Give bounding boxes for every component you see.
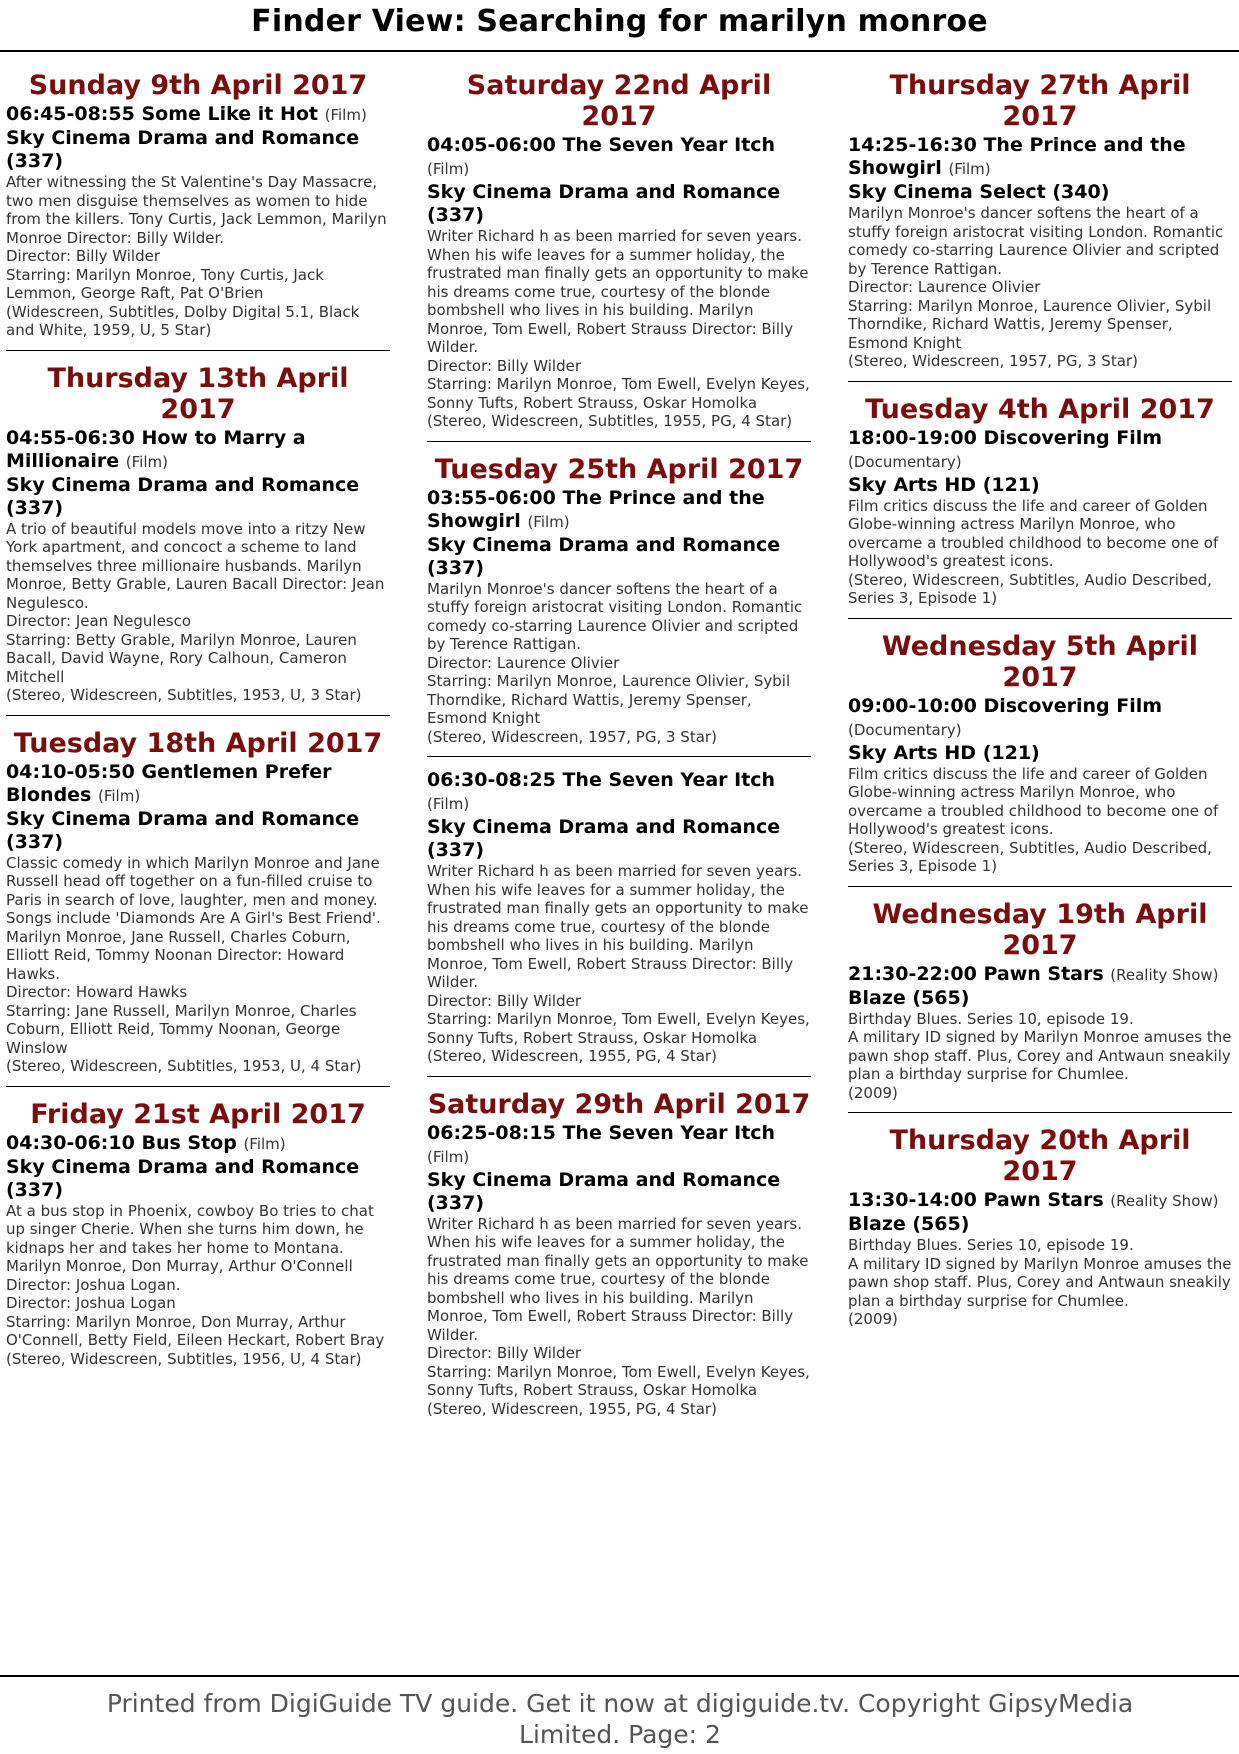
programme-description: Film critics discuss the life and career of Golden Globe-winning actress Marilyn Monroe, who overcame a troubled childhood to become one of Hollywood's greatest icons. (Stereo, Widescreen, Subtitles, Audio Described, Series 3, Episode 1)	[848, 496, 1219, 607]
channel-name: Blaze (565)	[848, 1213, 970, 1235]
programme-time-title: 04:55-06:30 How to Marry a Millionaire	[6, 426, 306, 472]
programme-entry	[427, 1122, 811, 1419]
column-1	[6, 70, 390, 1380]
programme-time-title: 03:55-06:00 The Prince and the Showgirl	[427, 486, 765, 532]
channel-name: Sky Cinema Drama and Romance (337)	[427, 533, 781, 579]
programme-description: Writer Richard h as been married for seven years. When his wife leaves for a summer holiday, the frustrated man finally gets an opportunity to make his dreams come true, courtesy of the blonde bombshell who lives in his building. Marilyn Monroe, Tom Ewell, Robert Strauss Director: Billy Wilder. Director: Billy Wilder Starring: Marilyn Monroe, Tom Ewell, Evelyn Keyes, Sonny Tufts, Robert Strauss, Oskar Homolka (Stereo, Widescreen, Subtitles, 1955, PG, 4 Star)	[427, 227, 810, 430]
programme-description: Writer Richard h as been married for seven years. When his wife leaves for a summer holiday, the frustrated man finally gets an opportunity to make his dreams come true, courtesy of the blonde bombshell who lives in his building. Marilyn Monroe, Tom Ewell, Robert Strauss Director: Billy Wilder. Director: Billy Wilder Starring: Marilyn Monroe, Tom Ewell, Evelyn Keyes, Sonny Tufts, Robert Strauss, Oskar Homolka (Stereo, Widescreen, 1955, PG, 4 Star)	[427, 862, 810, 1065]
day-block	[848, 899, 1232, 1114]
programme-title	[848, 695, 1232, 742]
channel-name: Sky Cinema Drama and Romance (337)	[6, 807, 360, 853]
programme-time-title: 06:25-08:15 The Seven Year Itch	[427, 1121, 776, 1144]
channel-name: Sky Cinema Drama and Romance (337)	[427, 816, 781, 861]
channel-name: Sky Arts HD (121)	[848, 473, 1040, 496]
day-block	[848, 1125, 1232, 1329]
programme-type: (Reality Show)	[1110, 965, 1219, 984]
entry-separator	[848, 381, 1232, 382]
channel-name: Blaze (565)	[848, 986, 970, 1009]
day-heading: Thursday 13th April 2017	[47, 362, 349, 425]
programme-entry	[848, 427, 1232, 619]
programme-entry	[6, 103, 390, 351]
programme-entry	[6, 427, 390, 716]
programme-title	[6, 427, 390, 474]
entry-separator	[6, 1086, 390, 1087]
entry-separator	[6, 350, 390, 351]
day-block	[6, 363, 390, 716]
entry-separator	[6, 715, 390, 716]
channel-name: Sky Cinema Drama and Romance (337)	[6, 473, 360, 519]
channel-name: Sky Cinema Drama and Romance (337)	[6, 127, 360, 172]
top-divider	[0, 50, 1239, 52]
programme-entry	[427, 769, 811, 1077]
day-block	[848, 70, 1232, 382]
programme-description: Birthday Blues. Series 10, episode 19. A military ID signed by Marilyn Monroe amuses the pawn shop staff. Plus, Corey and Antwaun sneakily plan a birthday surprise for Chumlee. (2009)	[848, 1236, 1232, 1328]
day-block	[848, 394, 1232, 619]
programme-time-title: 06:30-08:25 The Seven Year Itch	[427, 769, 776, 791]
programme-description: Writer Richard h as been married for seven years. When his wife leaves for a summer holiday, the frustrated man finally gets an opportunity to make his dreams come true, courtesy of the blonde bombshell who lives in his building. Marilyn Monroe, Tom Ewell, Robert Strauss Director: Billy Wilder. Director: Billy Wilder Starring: Marilyn Monroe, Tom Ewell, Evelyn Keyes, Sonny Tufts, Robert Strauss, Oskar Homolka (Stereo, Widescreen, 1955, PG, 4 Star)	[427, 1214, 810, 1418]
programme-description: Marilyn Monroe's dancer softens the heart of a stuffy foreign aristocrat visiting London. Romantic comedy co-starring Laurence Olivier and scripted by Terence Rattigan. Director: Laurence Olivier Starring: Marilyn Monroe, Laurence Olivier, Sybil Thorndike, Richard Wattis, Jeremy Spenser, Esmond Knight (Stereo, Widescreen, 1957, PG, 3 Star)	[427, 579, 803, 746]
day-block	[848, 631, 1232, 887]
channel-name: Sky Arts HD (121)	[848, 741, 1040, 764]
programme-time-title: 04:30-06:10 Bus Stop	[6, 1131, 237, 1154]
column-2	[427, 70, 811, 1430]
programme-title	[848, 427, 1232, 474]
page-title: Finder View: Searching for marilyn monroe	[251, 4, 988, 39]
channel-name: Sky Cinema Select (340)	[848, 181, 1110, 203]
programme-title	[848, 1189, 1232, 1213]
programme-type: (Documentary)	[848, 452, 962, 471]
programme-time-title: 06:45-08:55 Some Like it Hot	[6, 103, 318, 125]
entry-separator	[848, 618, 1232, 619]
programme-entry	[848, 1189, 1232, 1329]
programme-title	[427, 487, 811, 534]
programme-entry	[6, 1132, 390, 1369]
day-heading: Thursday 27th April 2017	[889, 70, 1191, 132]
programme-entry	[6, 761, 390, 1087]
programme-entry	[848, 134, 1232, 382]
day-heading: Thursday 20th April 2017	[889, 1125, 1191, 1187]
programme-entry	[848, 695, 1232, 887]
programme-type: (Film)	[427, 160, 470, 178]
day-block	[6, 70, 390, 351]
programme-title	[6, 761, 390, 808]
footer-text: Printed from DigiGuide TV guide. Get it now at digiguide.tv. Copyright GipsyMedia Limited. Page: 2	[106, 1689, 1134, 1749]
programme-description: A trio of beautiful models move into a ritzy New York apartment, and concoct a scheme to land themselves three millionaire husbands. Marilyn Monroe, Betty Grable, Lauren Bacall Director: Jean Negulesco. Director: Jean Negulesco Starring: Betty Grable, Marilyn Monroe, Lauren Bacall, David Wayne, Rory Calhoun, Cameron Mitchell (Stereo, Widescreen, Subtitles, 1953, U, 3 Star)	[6, 519, 385, 704]
bottom-divider	[0, 1675, 1239, 1677]
entry-separator	[848, 1112, 1232, 1113]
programme-type: (Film)	[948, 160, 991, 178]
day-heading: Wednesday 19th April 2017	[872, 898, 1208, 961]
programme-type: (Reality Show)	[1110, 1192, 1219, 1210]
programme-type: (Film)	[125, 452, 168, 471]
channel-name: Sky Cinema Drama and Romance (337)	[427, 1168, 781, 1214]
day-block	[6, 1099, 390, 1369]
day-heading: Sunday 9th April 2017	[28, 70, 368, 101]
programme-title	[848, 134, 1232, 181]
programme-type: (Documentary)	[848, 720, 962, 739]
day-heading: Saturday 29th April 2017	[427, 1088, 811, 1120]
day-heading: Friday 21st April 2017	[30, 1098, 366, 1130]
programme-type: (Film)	[324, 106, 367, 124]
programme-description: After witnessing the St Valentine's Day Massacre, two men disguise themselves as women to hide from the killers. Tony Curtis, Jack Lemmon, Marilyn Monroe Director: Billy Wilder. Director: Billy Wilder Starring: Marilyn Monroe, Tony Curtis, Jack Lemmon, George Raft, Pat O'Brien (Widescreen, Subtitles, Dolby Digital 5.1, Black and White, 1959, U, 5 Star)	[6, 173, 387, 339]
programme-type: (Film)	[527, 512, 570, 531]
entry-separator	[848, 886, 1232, 887]
programme-entry	[427, 487, 811, 758]
entry-separator	[427, 1076, 811, 1077]
day-block	[6, 728, 390, 1087]
programme-type: (Film)	[427, 795, 470, 813]
programme-description: At a bus stop in Phoenix, cowboy Bo tries to chat up singer Cherie. When she turns him down, he kidnaps her and takes her home to Montana. Marilyn Monroe, Don Murray, Arthur O'Connell Director: Joshua Logan. Director: Joshua Logan Starring: Marilyn Monroe, Don Murray, Arthur O'Connell, Betty Field, Eileen Heckart, Robert Bray (Stereo, Widescreen, Subtitles, 1956, U, 4 Star)	[6, 1201, 385, 1368]
day-heading: Tuesday 4th April 2017	[865, 393, 1215, 425]
programme-time-title: 04:05-06:00 The Seven Year Itch	[427, 134, 776, 156]
channel-name: Sky Cinema Drama and Romance (337)	[6, 1155, 360, 1201]
programme-time-title: 04:10-05:50 Gentlemen Prefer Blondes	[6, 760, 332, 806]
programme-time-title: 09:00-10:00 Discovering Film	[848, 694, 1163, 717]
day-heading: Saturday 22nd April 2017	[466, 70, 772, 132]
programme-entry	[427, 134, 811, 442]
entry-separator	[427, 756, 811, 757]
entry-separator	[427, 441, 811, 442]
programme-title	[427, 1122, 811, 1169]
programme-time-title: 13:30-14:00 Pawn Stars	[848, 1189, 1104, 1211]
programme-title	[6, 1132, 390, 1156]
programme-entry	[848, 963, 1232, 1114]
programme-time-title: 18:00-19:00 Discovering Film	[848, 426, 1163, 449]
channel-name: Sky Cinema Drama and Romance (337)	[427, 181, 781, 226]
programme-description: Film critics discuss the life and career of Golden Globe-winning actress Marilyn Monroe, who overcame a troubled childhood to become one of Hollywood's greatest icons. (Stereo, Widescreen, Subtitles, Audio Described, Series 3, Episode 1)	[848, 764, 1219, 875]
day-heading: Tuesday 25th April 2017	[434, 453, 804, 485]
column-3	[848, 70, 1232, 1341]
programme-title	[6, 103, 390, 127]
programme-description: Classic comedy in which Marilyn Monroe and Jane Russell head off together on a fun-filled cruise to Paris in search of love, laughter, men and money. Songs include 'Diamonds Are A Girl's Best Friend'. Marilyn Monroe, Jane Russell, Charles Coburn, Elliott Reid, Tommy Noonan Director: Howard Hawks. Director: Howard Hawks Starring: Jane Russell, Marilyn Monroe, Charles Coburn, Elliott Reid, Tommy Noonan, George Winslow (Stereo, Widescreen, Subtitles, 1953, U, 4 Star)	[6, 853, 381, 1075]
programme-title	[848, 963, 1232, 987]
day-block	[427, 454, 811, 1077]
programme-title	[427, 134, 811, 181]
programme-time-title: 21:30-22:00 Pawn Stars	[848, 962, 1104, 985]
programme-time-title: 14:25-16:30 The Prince and the Showgirl	[848, 134, 1186, 179]
day-block	[427, 1089, 811, 1419]
programme-title	[427, 769, 811, 816]
programme-type: (Film)	[98, 786, 141, 805]
programme-description: Marilyn Monroe's dancer softens the heart of a stuffy foreign aristocrat visiting London. Romantic comedy co-starring Laurence Olivier and scripted by Terence Rattigan. Director: Laurence Olivier Starring: Marilyn Monroe, Laurence Olivier, Sybil Thorndike, Richard Wattis, Jeremy Spenser, Esmond Knight (Stereo, Widescreen, 1957, PG, 3 Star)	[848, 204, 1224, 370]
programme-description: Birthday Blues. Series 10, episode 19. A military ID signed by Marilyn Monroe amuses the pawn shop staff. Plus, Corey and Antwaun sneakily plan a birthday surprise for Chumlee. (2009)	[848, 1009, 1232, 1102]
programme-type: (Film)	[427, 1147, 470, 1166]
day-heading: Tuesday 18th April 2017	[13, 727, 383, 759]
programme-type: (Film)	[243, 1134, 286, 1153]
day-block	[427, 70, 811, 442]
day-heading: Wednesday 5th April 2017	[881, 630, 1199, 693]
